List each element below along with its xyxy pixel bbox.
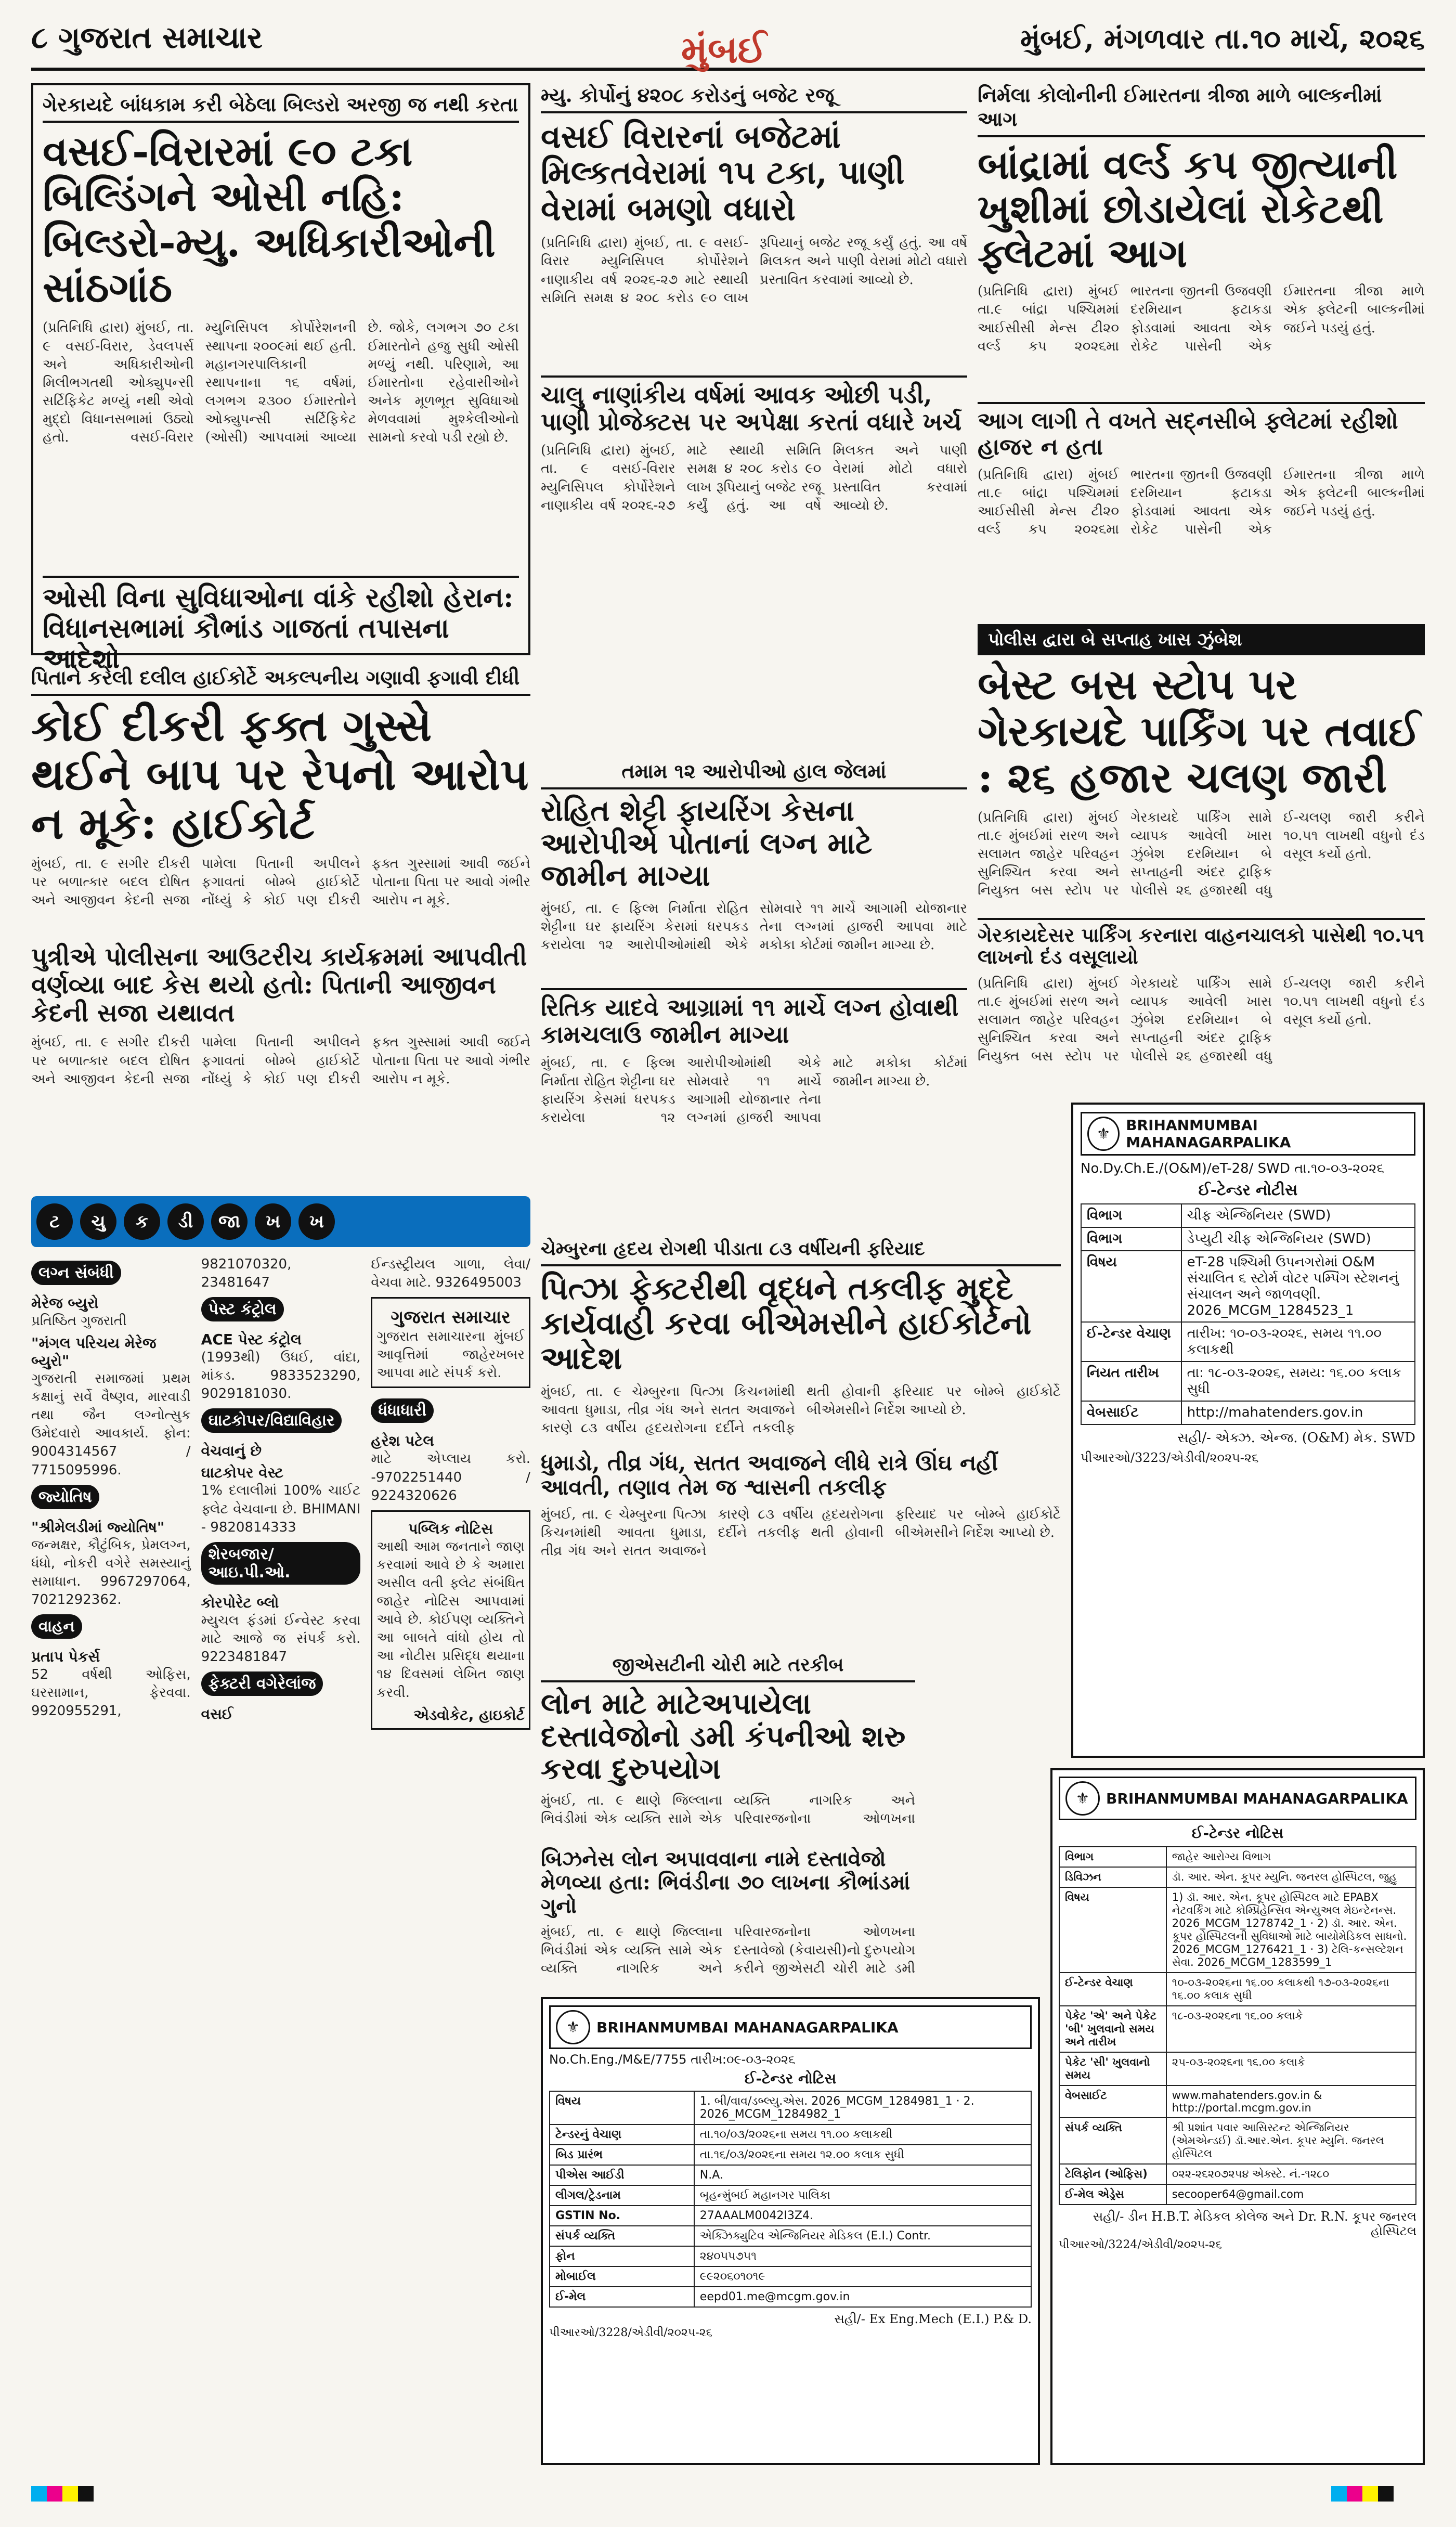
tender-email-link[interactable]: eepd01.me@mcgm.gov.in — [694, 2287, 1031, 2307]
classifieds-banner: ટ ચુ ક ડી જા ખ ખ — [31, 1196, 530, 1247]
article-body-continued: મુંબઈ, તા. ૯ સગીર દીકરી પર બળાત્કાર બદલ દોષિત અને આજીવન કેદની સજા પામેલા પિતાની અપીલને ફગાવતાં બોમ્બે હાઈકોર્ટે નોંધ્યું કે કોઈ પણ દીકરી ફક્ત ગુસ્સામાં આવી જઈને પોતાના પિતા પર આવો ગંભીર આરોપ ન મૂકે. — [31, 1034, 530, 1087]
article-kicker: જીએસટીની ચોરી માટે તરકીબ — [541, 1654, 915, 1682]
table-row: પેકેટ 'એ' અને પેકેટ 'બી' ખુલવાનો સમય અને તારીખ ૧૮-૦૩-૨૦૨૬ના ૧૬.૦૦ કલાકે — [1059, 2006, 1416, 2052]
article-subhead: પુત્રીએ પોલીસના આઉટરીચ કાર્યક્રમમાં આપવીતી વર્ણવ્યા બાદ કેસ થયો હતો: પિતાની આજીવન કેદની સજા યથાવત — [31, 942, 527, 1028]
bmc-logo — [549, 2005, 1032, 2049]
tender-table — [549, 2091, 1032, 2308]
tender-ref: No.Ch.Eng./M&E/7755 તારીખ:૦૯-૦૩-૨૦૨૬ — [549, 2052, 796, 2067]
table-row: વિભાગ જાહેર આરોગ્ય વિભાગ — [1059, 1847, 1416, 1867]
article-body: મુંબઈ, તા. ૯ સગીર દીકરી પર બળાત્કાર બદલ દોષિત અને આજીવન કેદની સજા પામેલા પિતાની અપીલને ફગાવતાં બોમ્બે હાઈકોર્ટે નોંધ્યું કે કોઈ પણ દીકરી ફક્ત ગુસ્સામાં આવી જઈને પોતાના પિતા પર આવો ગંભીર આરોપ ન મૂકે. — [31, 856, 530, 909]
edition-date: મુંબઈ, મંગળવાર તા.૧૦ માર્ચ, ૨૦૨૬ — [1020, 22, 1425, 55]
tender-org: BRIHANMUMBAI MAHANAGARPALIKA — [1106, 1790, 1408, 1807]
article-body: મુંબઈ, તા. ૯ થાણે જિલ્લાના ભિવંડીમાં એક વ્યક્તિ સામે એક વ્યક્તિ નાગરિક અને પરિવારજનોના ઓળખના — [541, 1793, 915, 1827]
article-subhead: ગેરકાયદેસર પાર્કિંગ કરનારા વાહનચાલકો પાસેથી ૧૦.૫૧ લાખનો દંડ વસૂલાયો — [978, 918, 1425, 968]
tender-title: ઈ-ટેન્ડર નોટિસ — [1191, 1824, 1284, 1842]
article-headline: લોન માટે માટેઅપાયેલા દસ્તાવેજોનો ડમી કંપનીઓ શરુ કરવા દુરુપયોગ — [541, 1687, 906, 1786]
tender-notice-swd — [1071, 1103, 1425, 1758]
article-best-parking — [978, 624, 1425, 1092]
bmc-seal-icon: ⚜ — [1065, 1781, 1100, 1816]
table-row: ઈ-મેલ eepd01.me@mcgm.gov.in — [550, 2287, 1031, 2307]
article-headline: પિત્ઝા ફેક્ટરીથી વૃદ્ધને તકલીફ મુદ્દે કાર્યવાહી કરવા બીએમસીને હાઈકોર્ટનો આદેશ — [541, 1271, 1032, 1377]
classified-section: લગ્ન સંબંધી મેરેજ બ્યુરો પ્રતિષ્ઠિત ગુજરાતી "મંગલ પરિચય મેરેજ બ્યુરો" ગુજરાતી સમાજમાં પ્રથમ કક્ષાનું સર્વે વૈષ્ણવ, મારવાડી તથા જૈન લગ્નોત્સુક ઉમેદવારો આવકાર્ય. ફોન: 9004314567 / 7715095996. — [31, 1255, 191, 1480]
tender-table — [1059, 1846, 1416, 2205]
article-gst-dummy — [541, 1654, 915, 1987]
masthead — [31, 10, 1425, 71]
gujarat-samachar-ad: ગુજરાત સમાચાર ગુજરાત સમાચારના મુંબઈ આવૃત્તિમાં જાહેરખબર આપવા માટે સંપર્ક કરો. — [371, 1297, 530, 1388]
table-row: વેબસાઈટ www.mahatenders.gov.in & http://portal.mcgm.gov.in — [1059, 2085, 1416, 2118]
tender-footer: પીઆરઓ/3228/એડીવી/૨૦૨૫-૨૬ — [549, 2326, 712, 2339]
article-body-continued: મુંબઈ, તા. ૯ થાણે જિલ્લાના ભિવંડીમાં એક વ્યક્તિ સામે એક વ્યક્તિ નાગરિક અને પરિવારજનોના ઓળખના દસ્તાવેજો (કેવાયસી)નો દુરુપયોગ કરીને જીએસટી ચોરી માટે ડમી — [541, 1924, 915, 1976]
article-body: (પ્રતિનિધિ દ્વારા) મુંબઈ તા.૯ બાંદ્રા પશ્ચિમમાં આઈસીસી મેન્સ ટી૨૦ વર્લ્ડ કપ ૨૦૨૬મા ભારતના જીતની ઉજવણી દરમિયાન ફટાકડા ફોડવામાં આવતા એક રોકેટ પાસેની એક ઈમારતના ત્રીજા માળે એક ફ્લેટની બાલ્કનીમાં જઈને પડયું હતું. — [978, 283, 1425, 354]
article-kicker: ચેમ્બુરના હૃદય રોગથી પીડાતા ૮૩ વર્ષીયની ફરિયાદ — [541, 1238, 1061, 1266]
article-headline: વસઈ-વિરારમાં ૯૦ ટકા બિલ્ડિંગને ઓસી નહિ: બિલ્ડરો-મ્યુ. અધિકારીઓની સાંઠગાંઠ — [43, 128, 496, 312]
table-row: વિષય 1. બી/વાવ/ડબ્લ્યુ.એસ. 2026_MCGM_1284981_1 · 2. 2026_MCGM_1284982_1 — [550, 2091, 1031, 2124]
article-vasai-budget — [541, 83, 967, 749]
table-row: ઈ-મેલ એડ્રેસ secooper64@gmail.com — [1059, 2184, 1416, 2205]
tender-signature: સહી/- એક્ઝ. એન્જ. (O&M) મેક. SWD — [1177, 1430, 1415, 1446]
table-row: વિષય eT-28 પશ્ચિમી ઉપનગરોમાં O&M સંચાલિત ૬ સ્ટોર્મ વોટર પમ્પિંગ સ્ટેશનનું સંચાલન અને જાળવણી. 2026_MCGM_1284523_1 — [1081, 1251, 1415, 1322]
table-row: મોબાઈલ ૯૯૨૦૬૦૧૦૧૯ — [550, 2266, 1031, 2287]
tender-signature: સહી/- Ex Eng.Mech (E.I.) P.& D. — [834, 2312, 1032, 2326]
tender-notice-cooper — [1050, 1768, 1425, 2465]
article-subhead: ધુમાડો, તીવ્ર ગંધ, સતત અવાજને લીધે રાત્રે ઊંઘ નહીં આવતી, તણાવ તેમ જ શ્વાસની તકલીફ — [541, 1449, 998, 1500]
table-row: સંપર્ક વ્યક્તિ શ્રી પ્રશાંત પવાર આસિસ્ટન્ટ એન્જિનિયર (એમએન્ડઈ) ડૉ.આર.એન. કૂપર મ્યુનિ. જનરલ હોસ્પિટલ — [1059, 2118, 1416, 2164]
article-kicker: તમામ ૧૨ આરોપીઓ હાલ જેલમાં — [541, 759, 967, 789]
classified-section: ઘાટકોપર/વિદ્યાવિહાર વેચવાનું છે ઘાટકોપર વેસ્ટ 1% દલાલીમાં 100% ચાઈટ ફ્લેટ વેચવાના છે. BHIMANI - 9820814333 — [201, 1403, 361, 1536]
table-row: ઈ-ટેન્ડર વેચાણ તારીખ: ૧૦-૦૩-૨૦૨૬, સમય ૧૧.૦૦ કલાકથી — [1081, 1322, 1415, 1362]
tender-footer: પીઆરઓ/3224/એડીવી/૨૦૨૫-૨૬ — [1059, 2238, 1222, 2251]
article-headline: રોહિત શેટ્ટી ફાયરિંગ કેસના આરોપીએ પોતાનાં લગ્ન માટે જામીન માગ્યા — [541, 794, 873, 893]
article-body: મુંબઈ, તા. ૯ ફિલ્મ નિર્માતા રોહિત શેટ્ટીના ઘર ફાયરિંગ કેસમાં ધરપકડ કરાયેલા ૧૨ આરોપીઓમાંથી એકે સોમવારે ૧૧ માર્ચે આગામી યોજાનાર તેના લગ્નમાં હાજરી આપવા માટે મકોકા કોર્ટમાં જામીન માગ્યા છે. — [541, 901, 967, 953]
table-row: નિયત તારીખ તા: ૧૮-૦૩-૨૦૨૬, સમય: ૧૬.૦૦ કલાક સુધી — [1081, 1362, 1415, 1401]
article-kicker: મ્યુ. કોર્પોનું ૪૨૦૮ કરોડનું બજેટ રજૂ — [541, 83, 967, 113]
bmc-seal-icon: ⚜ — [556, 2010, 590, 2044]
table-row: ફોન ૨૪૦૫૫૭૫૧ — [550, 2246, 1031, 2266]
table-row: લીગલ/ટ્રેડનામ બૃહન્મુંબઈ મહાનગર પાલિકા — [550, 2185, 1031, 2206]
article-body-continued: મુંબઈ, તા. ૯ ફિલ્મ નિર્માતા રોહિત શેટ્ટીના ઘર ફાયરિંગ કેસમાં ધરપકડ કરાયેલા ૧૨ આરોપીઓમાંથી એકે સોમવારે ૧૧ માર્ચે આગામી યોજાનાર તેના લગ્નમાં હાજરી આપવા માટે મકોકા કોર્ટમાં જામીન માગ્યા છે. — [541, 1055, 967, 1126]
table-row: વિભાગ ચીફ એન્જિનિયર (SWD) — [1081, 1204, 1415, 1227]
article-kicker: નિર્મલા કોલોનીની ઈમારતના ત્રીજા માળે બાલ્કનીમાં આગ — [978, 83, 1425, 137]
tender-title: ઈ-ટેન્ડર નોટિસ — [744, 2070, 837, 2087]
table-row: ડિવિઝન ડૉ. આર. એન. કૂપર મ્યુનિ. જનરલ હોસ્પિટલ, જુહુ — [1059, 1867, 1416, 1887]
print-color-bar — [31, 2486, 94, 2502]
article-kicker: ગેરકાયદે બાંધકામ કરી બેઠેલા બિલ્ડરો અરજી જ નથી કરતા — [43, 93, 519, 123]
article-body-continued: (પ્રતિનિધિ દ્વારા) મુંબઈ તા.૯ મુંબઈમાં સરળ અને સલામત જાહેર પરિવહન સુનિશ્ચિત કરવા અને નિયુક્ત બસ સ્ટોપ પર ગેરકાયદે પાર્કિંગ સામે વ્યાપક આવેલી ખાસ ઝુંબેશ દરમિયાન બે સપ્તાહની અંદર ટ્રાફિક પોલીસે ૨૬ હજારથી વધુ ઈ-ચલણ જારી કરીને ૧૦.૫૧ લાખથી વધુનો દંડ વસૂલ કર્યો હતો. — [978, 975, 1425, 1065]
classified-section: શેરબજાર/આઇ.પી.ઓ. કોરપોરેટ બ્લો મ્યુચલ ફંડમાં ઈન્વેસ્ટ કરવા માટે આજે જ સંપર્ક કરો. 9223481847 — [201, 1537, 361, 1666]
article-rohit-shetty — [541, 759, 967, 1227]
article-subhead: ઓસી વિના સુવિધાઓના વાંકે રહીશો હેરાન: વિધાનસભામાં કૌભાંડ ગાજતાં તપાસના આદેશો — [43, 576, 519, 674]
table-row: બિડ પ્રારંભ તા.૧૬/૦૩/૨૦૨૬ના સમય ૧૨.૦૦ કલાક સુધી — [550, 2145, 1031, 2165]
article-body: મુંબઈ, તા. ૯ ચેમ્બુરના પિત્ઝા કિચનમાંથી આવતા ધુમાડા, તીવ્ર ગંધ અને સતત અવાજને કારણે ૮૩ વર્ષીય હૃદયરોગના દર્દીને તકલીફ થતી હોવાની ફરિયાદ પર બોમ્બે હાઈકોર્ટે બીએમસીને નિર્દેશ આપ્યો છે. — [541, 1383, 1061, 1436]
table-row: વિભાગ ડેપ્યુટી ચીફ એન્જિનિયર (SWD) — [1081, 1227, 1415, 1251]
tender-website-link[interactable]: www.mahatenders.gov.in & http://portal.mcgm.gov.in — [1166, 2085, 1416, 2118]
table-row: પીએસ આઈડી N.A. — [550, 2165, 1031, 2185]
article-subhead: ચાલુ નાણાંકીય વર્ષમાં આવક ઓછી પડી, પાણી પ્રોજેક્ટસ પર અપેક્ષા કરતાં વધારે ખર્ચ — [541, 375, 967, 435]
table-row: ટેન્ડરનું વેચાણ તા.૧૦/૦૩/૨૦૨૬ના સમય ૧૧.૦૦ કલાકથી — [550, 2124, 1031, 2145]
tender-org: BRIHANMUMBAI MAHANAGARPALIKA — [596, 2018, 899, 2036]
classified-section: ધંધાધારી હરેશ પટેલ માટે એપ્લાય કરો. -9702251440 / 9224320626 — [371, 1393, 530, 1505]
article-pizza-factory — [541, 1238, 1061, 1643]
article-body: (પ્રતિનિધિ દ્વારા) મુંબઈ, તા. ૯ વસઈ-વિરાર મ્યુનિસિપલ કોર્પોરેશને નાણાકીય વર્ષ ૨૦૨૬-૨૭ માટે સ્થાયી સમિતિ સમક્ષ ૪ ૨૦૮ કરોડ ૯૦ લાખ રૂપિયાનું બજેટ રજૂ કર્યું હતું. આ વર્ષે મિલકત અને પાણી વેરામાં મોટો વધારો પ્રસ્તાવિત કરવામાં આવ્યો છે. — [541, 235, 967, 306]
classified-section: ફેક્ટરી વગેરેલાંજ વસઈ ઈન્ડસ્ટ્રીયલ ગાળા, લેવા/વેચવા માટે. 9326495003 — [201, 1256, 530, 1723]
tender-ref: No.Dy.Ch.E./(O&M)/eT-28/ SWD તા.૧૦-૦૩-૨૦૨૬ — [1081, 1161, 1384, 1176]
article-vasai-oc — [31, 83, 530, 675]
tender-table — [1081, 1203, 1415, 1425]
tender-signature: સહી/- ડીન H.B.T. મેડિકલ કોલેજ અને Dr. R.N. કૂપર જનરલ હોસ્પિટલ — [1093, 2209, 1416, 2238]
tender-email-link[interactable]: secooper64@gmail.com — [1166, 2184, 1416, 2205]
classified-section: જ્યોતિષ "શ્રીમેલડીમાં જ્યોતિષ" જન્મક્ષર, કૌટુંબિક, પ્રેમલગ્ન, ધંધો, નોકરી વગેરે સમસ્યાનું સમાધાન. 9967297064, 7021292362. — [31, 1480, 191, 1609]
article-body-continued: (પ્રતિનિધિ દ્વારા) મુંબઈ, તા. ૯ વસઈ-વિરાર મ્યુનિસિપલ કોર્પોરેશને નાણાકીય વર્ષ ૨૦૨૬-૨૭ માટે સ્થાયી સમિતિ સમક્ષ ૪ ૨૦૮ કરોડ ૯૦ લાખ રૂપિયાનું બજેટ રજૂ કર્યું હતું. આ વર્ષે મિલકત અને પાણી વેરામાં મોટો વધારો પ્રસ્તાવિત કરવામાં આવ્યો છે. — [541, 443, 967, 513]
tender-footer: પીઆરઓ/3223/એડીવી/૨૦૨૫-૨૬ — [1081, 1450, 1259, 1465]
print-color-bar — [1331, 2486, 1394, 2502]
table-row: ઈ-ટેન્ડર વેચાણ ૧૦-૦૩-૨૦૨૬ના ૧૬.૦૦ કલાકથી ૧૭-૦૩-૨૦૨૬ના ૧૬.૦૦ કલાક સુધી — [1059, 1973, 1416, 2006]
article-headline: વસઈ વિરારનાં બજેટમાં મિલ્કતવેરામાં ૧૫ ટકા, પાણી વેરામાં બમણો વધારો — [541, 118, 905, 228]
bmc-logo — [1059, 1777, 1416, 1820]
article-body-continued: (પ્રતિનિધિ દ્વારા) મુંબઈ તા.૯ બાંદ્રા પશ્ચિમમાં આઈસીસી મેન્સ ટી૨૦ વર્લ્ડ કપ ૨૦૨૬મા ભારતના જીતની ઉજવણી દરમિયાન ફટાકડા ફોડવામાં આવતા એક રોકેટ પાસેની એક ઈમારતના ત્રીજા માળે એક ફ્લેટની બાલ્કનીમાં જઈને પડયું હતું. — [978, 466, 1425, 538]
public-notice: પબ્લિક નોટિસ આથી આમ જનતાને જાણ કરવામાં આવે છે કે અમારા અસીલ વતી ફ્લેટ સંબંધિત જાહેર નોટિસ આપવામાં આવે છે. કોઈપણ વ્યક્તિને આ બાબતે વાંધો હોય તો આ નોટીસ પ્રસિદ્ધ થયાના ૧૪ દિવસમાં લેખિત જાણ કરવી. એડવોકેટ, હાઇકોર્ટ — [371, 1510, 530, 1730]
article-bandra-fire — [978, 83, 1425, 614]
article-hc-father — [31, 666, 530, 1186]
classified-section: વાહન પ્રતાપ પેકર્સ 52 વર્ષથી ઓફિસ, ઘરસામાન, ફેરવવા. 9920955291, 9821070320, 23481647 — [31, 1256, 292, 1719]
classifieds — [31, 1196, 530, 2465]
bmc-seal-icon: ⚜ — [1087, 1117, 1120, 1151]
article-body: (પ્રતિનિધિ દ્વારા) મુંબઈ તા.૯ મુંબઈમાં સરળ અને સલામત જાહેર પરિવહન સુનિશ્ચિત કરવા અને નિયુક્ત બસ સ્ટોપ પર ગેરકાયદે પાર્કિંગ સામે વ્યાપક આવેલી ખાસ ઝુંબેશ દરમિયાન બે સપ્તાહની અંદર ટ્રાફિક પોલીસે ૨૬ હજારથી વધુ ઈ-ચલણ જારી કરીને ૧૦.૫૧ લાખથી વધુનો દંડ વસૂલ કર્યો હતો. — [978, 809, 1425, 899]
classifieds-columns — [31, 1255, 530, 1730]
article-headline: કોઈ દીકરી ફક્ત ગુસ્સે થઈને બાપ પર રેપનો આરોપ ન મૂકે: હાઈકોર્ટ — [31, 699, 529, 849]
table-row: સંપર્ક વ્યક્તિ એક્ઝિક્યુટિવ એન્જિનિયર મેડિકલ (E.I.) Contr. — [550, 2226, 1031, 2246]
bmc-logo — [1081, 1112, 1415, 1156]
article-subhead: બિઝનેસ લોન અપાવવાના નામે દસ્તાવેજો મેળવ્યા હતા: ભિવંડીના ૭૦ લાખના કૌભાંડમાં ગુનો — [541, 1847, 911, 1918]
table-row: ટેલિફોન (ઓફિસ) ૦૨૨-૨૬૨૦૭૨૫૪ એક્સ્ટે. નં.-૧૨૮૦ — [1059, 2164, 1416, 2184]
page-number: ૮ ગુજરાત સમાચાર — [31, 20, 263, 55]
table-row: વિષય 1) ડૉ. આર. એન. કૂપર હોસ્પિટલ માટે EPABX નેટવર્કિંગ માટે કોમ્પ્રિહેન્સિવ એન્યુઅલ મેઇન્ટેનન્સ. 2026_MCGM_1278742_1 · 2) ડૉ. આર. એન. કૂપર હોસ્પિટલની સુવિધાઓ માટે બાયોમેડિકલ સાધનો. 2026_MCGM_1276421_1 · 3) ટેલિ-કન્સલ્ટેશન સેવા. 2026_MCGM_1283599_1 — [1059, 1887, 1416, 1973]
classified-section: પેસ્ટ કંટ્રોલ ACE પેસ્ટ કંટ્રોલ (1993થી) ઉધઈ, વાંદા, માંકડ. 9833523290, 9029181030. — [201, 1292, 361, 1403]
article-subhead: આગ લાગી તે વખતે સદ્નસીબે ફ્લેટમાં રહીશો હાજર ન હતા — [978, 402, 1425, 460]
article-kicker: પિતાને કરેલી દલીલ હાઈકોર્ટે અકલ્પનીય ગણાવી ફગાવી દીધી — [31, 666, 530, 696]
table-row: GSTIN No. 27AAALM0042I3Z4. — [550, 2206, 1031, 2226]
article-headline: બાંદ્રામાં વર્લ્ડ કપ જીત્યાની ખુશીમાં છોડાયેલાં રોકેટથી ફ્લેટમાં આગ — [978, 141, 1398, 277]
article-headline: બેસ્ટ બસ સ્ટોપ પર ગેરકાયદે પાર્કિંગ પર તવાઈ : ૨૬ હજાર ચલણ જારી — [978, 660, 1421, 802]
tender-org: BRIHANMUMBAI MAHANAGARPALIKA — [1126, 1117, 1291, 1151]
edition-city: મુંબઈ — [681, 27, 767, 71]
article-body-continued: મુંબઈ, તા. ૯ ચેમ્બુરના પિત્ઝા કિચનમાંથી આવતા ધુમાડા, તીવ્ર ગંધ અને સતત અવાજને કારણે ૮૩ વર્ષીય હૃદયરોગના દર્દીને તકલીફ થતી હોવાની ફરિયાદ પર બોમ્બે હાઈકોર્ટે બીએમસીને નિર્દેશ આપ્યો છે. — [541, 1506, 1061, 1559]
tender-title: ઈ-ટેન્ડર નોટીસ — [1198, 1181, 1298, 1199]
tender-website-link[interactable]: http://mahatenders.gov.in — [1181, 1401, 1415, 1424]
tender-notice-mech — [541, 1997, 1040, 2465]
article-subhead: રિતિક યાદવે આગ્રામાં ૧૧ માર્ચે લગ્ન હોવાથી કામચલાઉ જામીન માગ્યા — [541, 988, 967, 1048]
article-kicker: પોલીસ દ્વારા બે સપ્તાહ ખાસ ઝુંબેશ — [978, 624, 1425, 655]
table-row: વેબસાઈટ http://mahatenders.gov.in — [1081, 1401, 1415, 1424]
table-row: પેકેટ 'સી' ખુલવાનો સમય ૨૫-૦૩-૨૦૨૬ના ૧૬.૦૦ કલાકે — [1059, 2052, 1416, 2085]
article-body: (પ્રતિનિધિ દ્વારા) મુંબઈ, તા. ૯ વસઈ-વિરાર, ડેવલપર્સ અને અધિકારીઓની મિલીભગતથી ઓક્યુપન્સી સર્ટિફિકેટ મળ્યું નથી એવો મુદ્દો વિધાનસભામાં ઉઠ્યો હતો. વસઈ-વિરાર મ્યુનિસિપલ કોર્પોરેશનની સ્થાપના ૨૦૦૯માં થઈ હતી. મહાનગરપાલિકાની સ્થાપનાના ૧૬ વર્ષમાં, લગભગ ૨૩૦૦ ઈમારતોને ઓક્યુપન્સી સર્ટિફિકેટ (ઓસી) આપવામાં આવ્યા છે. જોકે, લગભગ ૭૦ ટકા ઈમારતોને હજુ સુધી ઓસી મળ્યું નથી. પરિણામે, આ ઈમારતોના રહેવાસીઓને અનેક મૂળભૂત સુવિધાઓ મેળવવામાં મુશ્કેલીઓનો સામનો કરવો પડી રહ્યો છે. — [43, 320, 519, 445]
